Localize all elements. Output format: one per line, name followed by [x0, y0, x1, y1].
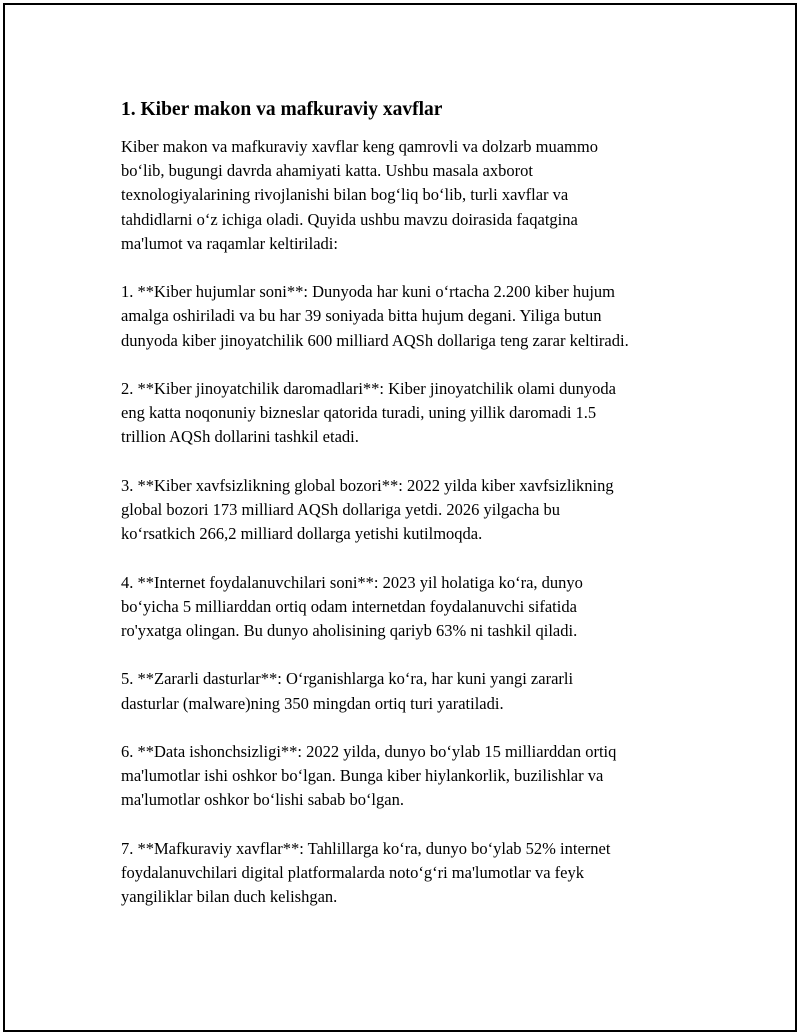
document-content [121, 97, 701, 934]
document-page [3, 3, 797, 1032]
list-item-cybercrime-revenue: 2. **Kiber jinoyatchilik daromadlari**: Kiber jinoyatchilik olami dunyoda eng katta noqonuniy bizneslar qatorida turadi, uning yillik daromadi 1.5 trillion AQSh dollarini tashkil etadi. [121, 379, 616, 447]
list-item-malware: 5. **Zararli dasturlar**: O‘rganishlarga ko‘ra, har kuni yangi zararli dasturlar (malware)ning 350 mingdan ortiq turi yaratiladi. [121, 669, 574, 713]
intro-paragraph: Kiber makon va mafkuraviy xavflar keng qamrovli va dolzarb muammo bo‘lib, bugungi davrda ahamiyati katta. Ushbu masala axborot texnologiyalarining rivojlanishi bilan bog‘liq bo‘lib, turli xavflar va tahdidlarni o‘z ichiga oladi. Quyida ushbu mavzu doirasida faqatgina ma'lumot va raqamlar keltiriladi: [121, 137, 598, 253]
section-title: 1. Kiber makon va mafkuraviy xavflar [121, 99, 443, 120]
list-item-internet-users: 4. **Internet foydalanuvchilari soni**: 2023 yil holatiga ko‘ra, dunyo bo‘yicha 5 milliarddan ortiq odam internetdan foydalanuvchi sifatida ro'yxatga olingan. Bu dunyo aholisining qariyb 63% ni tashkil qiladi. [121, 572, 583, 640]
list-item-ideological-threats: 7. **Mafkuraviy xavflar**: Tahlillarga ko‘ra, dunyo bo‘ylab 52% internet foydalanuvchilari digital platformalarda noto‘g‘ri ma'lumotlar va feyk yangiliklar bilan duch kelishgan. [121, 838, 611, 907]
list-item-cybersecurity-market: 3. **Kiber xavfsizlikning global bozori**: 2022 yilda kiber xavfsizlikning global bozori 173 milliard AQSh dollariga yetdi. 2026 yilgacha bu ko‘rsatkich 266,2 milliard dollarga yetishi kutilmoqda. [121, 475, 614, 544]
list-item-cyber-attacks: 1. **Kiber hujumlar soni**: Dunyoda har kuni o‘rtacha 2.200 kiber hujum amalga oshiriladi va bu har 39 soniyada bitta hujum degani. Yiliga butun dunyoda kiber jinoyatchilik 600 milliard AQSh dollariga teng zarar keltiradi. [121, 282, 629, 350]
list-item-data-breaches: 6. **Data ishonchsizligi**: 2022 yilda, dunyo bo‘ylab 15 milliarddan ortiq ma'lumotlar ishi oshkor bo‘lgan. Bunga kiber hiylankorlik, buzilishlar va ma'lumotlar oshkor bo‘lishi sabab bo‘lgan. [121, 741, 617, 810]
